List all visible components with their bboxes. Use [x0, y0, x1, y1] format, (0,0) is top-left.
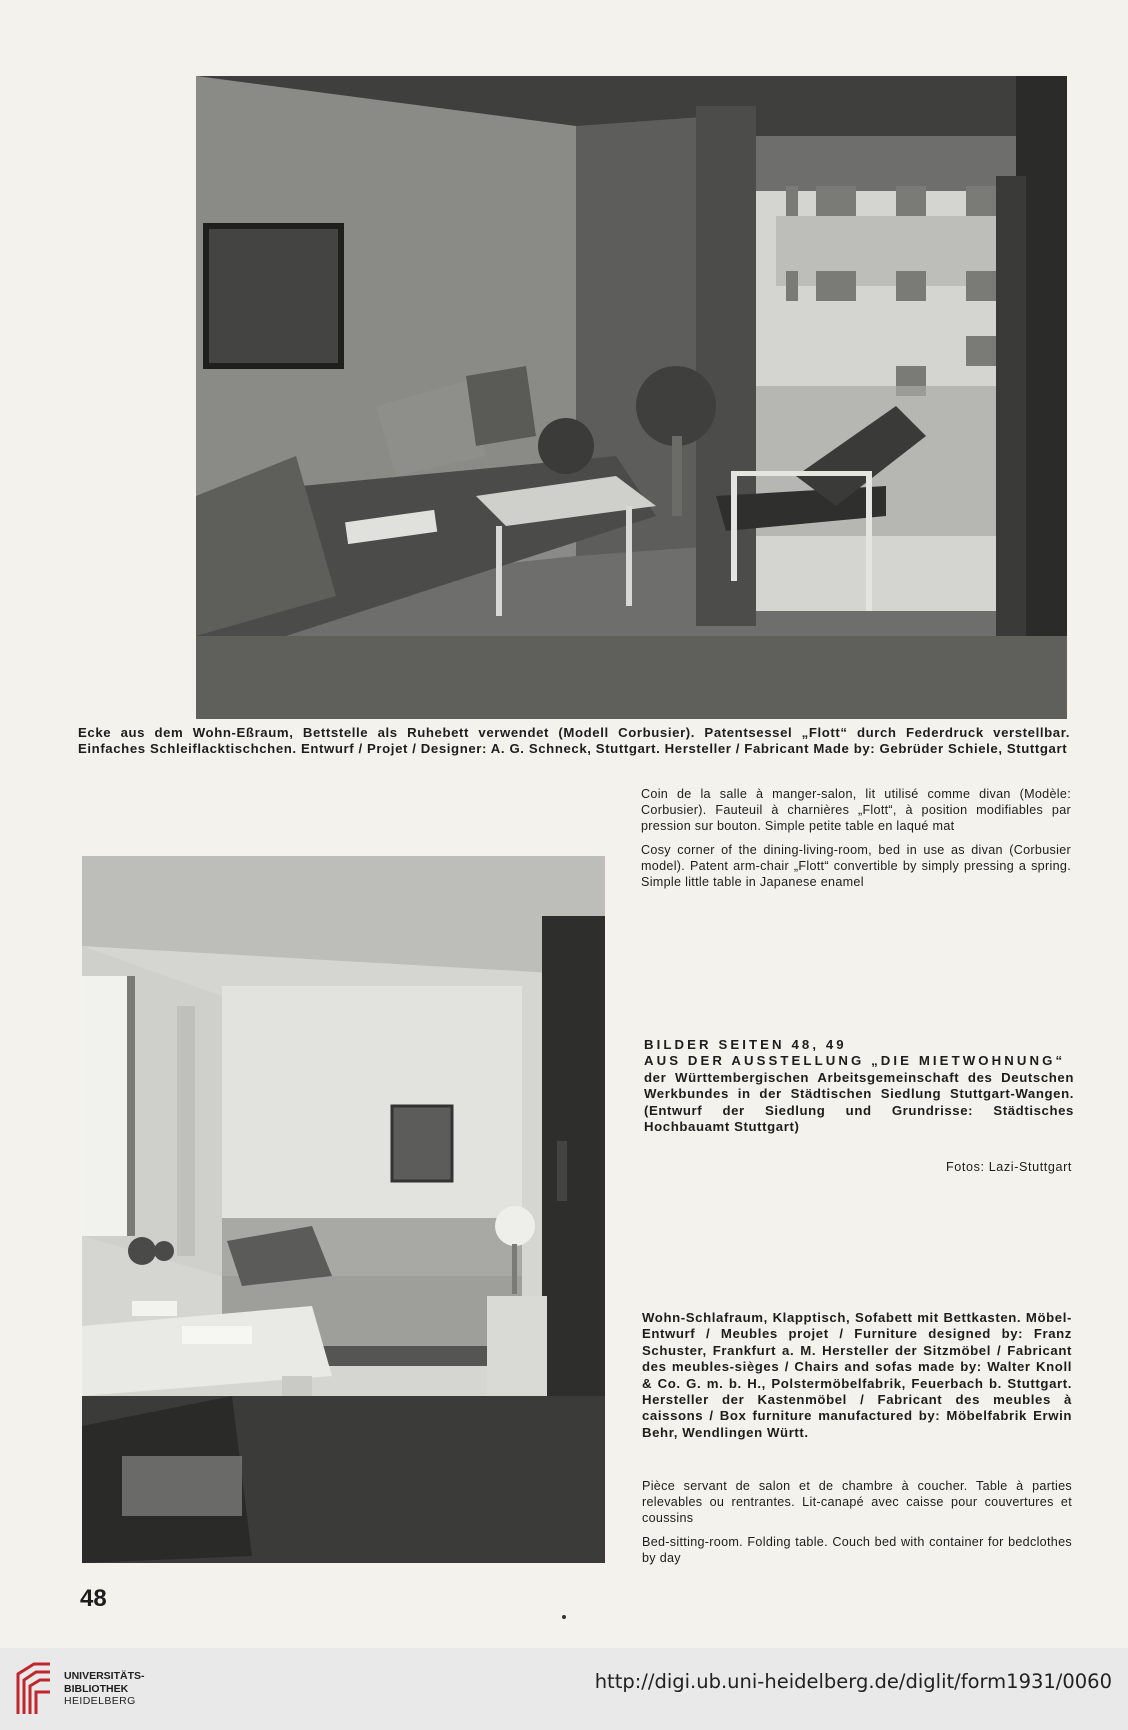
top-photo-caption-french: Coin de la salle à manger-salon, lit utilisé comme divan (Modèle: Corbusier). Fauteuil à charnières „Flott“, à position modifiables par pression sur bouton. Simple petite table en laqué mat: [641, 787, 1071, 833]
page-number: 48: [80, 1585, 107, 1612]
photo-credit: Fotos: Lazi-Stuttgart: [946, 1160, 1072, 1174]
library-name-line-2: BIBLIOTHEK: [64, 1682, 129, 1695]
page-mark-dot: [562, 1615, 566, 1619]
bottom-photo-caption-german: Wohn-Schlafraum, Klapptisch, Sofabett mit Bettkasten. Möbel-Entwurf / Meubles projet / Furniture designed by: Franz Schuster, Frankfurt a. M. Hersteller der Sitzmöbel / Fabricant des meubles-sièges / Chairs and sofas made by: Walter Knoll & Co. G. m. b. H., Polstermöbelfabrik, Feuerbach b. Stuttgart. Hersteller der Kastenmöbel / Fabricant des meubles à caissons / Box furniture manufactured by: Möbelfabrik Erwin Behr, Wendlingen Württ.: [642, 1310, 1072, 1440]
living-dining-corner-photo: [196, 76, 1067, 719]
living-dining-corner-image: [196, 76, 1067, 719]
bottom-photo-caption-english: Bed-sitting-room. Folding table. Couch bed with container for bedclothes by day: [642, 1535, 1072, 1565]
bed-sitting-room-image: [82, 856, 605, 1563]
series-heading-line-2: AUS DER AUSSTELLUNG „DIE MIETWOHNUNG“: [644, 1053, 1066, 1069]
source-url-link[interactable]: http://digi.ub.uni-heidelberg.de/diglit/form1931/0060: [594, 1670, 1112, 1693]
bed-sitting-room-photo: [82, 856, 605, 1563]
library-name: [64, 1670, 145, 1708]
top-photo-caption-english: Cosy corner of the dining-living-room, bed in use as divan (Corbusier model). Patent arm-chair „Flott“ convertible by simply pressing a spring. Simple little table in Japanese enamel: [641, 843, 1071, 889]
series-description: der Württembergischen Arbeitsgemeinschaft des Deutschen Werkbundes in der Städtischen Siedlung Stuttgart-Wangen. (Entwurf der Siedlung und Grundrisse: Städtisches Hochbauamt Stuttgart): [644, 1069, 1074, 1135]
bottom-photo-caption-french: Pièce servant de salon et de chambre à coucher. Table à parties relevables ou rentrantes. Lit-canapé avec caisse pour couvertures et coussins: [642, 1479, 1072, 1525]
top-photo-caption-german: Ecke aus dem Wohn-Eßraum, Bettstelle als Ruhebett verwendet (Modell Corbusier). Patentsessel „Flott“ durch Federdruck verstellbar. Einfaches Schleiflacktischchen. Entwurf / Projet / Designer: A. G. Schneck, Stuttgart. Hersteller / Fabricant Made by: Gebrüder Schiele, Stuttgart: [78, 725, 1070, 757]
library-logo-icon: [14, 1660, 56, 1718]
series-heading-line-1: BILDER SEITEN 48, 49: [644, 1037, 847, 1052]
library-name-line-1: UNIVERSITÄTS-: [64, 1670, 145, 1682]
exhibition-series-block: [644, 1037, 1074, 1135]
library-name-line-3: HEIDELBERG: [64, 1695, 136, 1707]
